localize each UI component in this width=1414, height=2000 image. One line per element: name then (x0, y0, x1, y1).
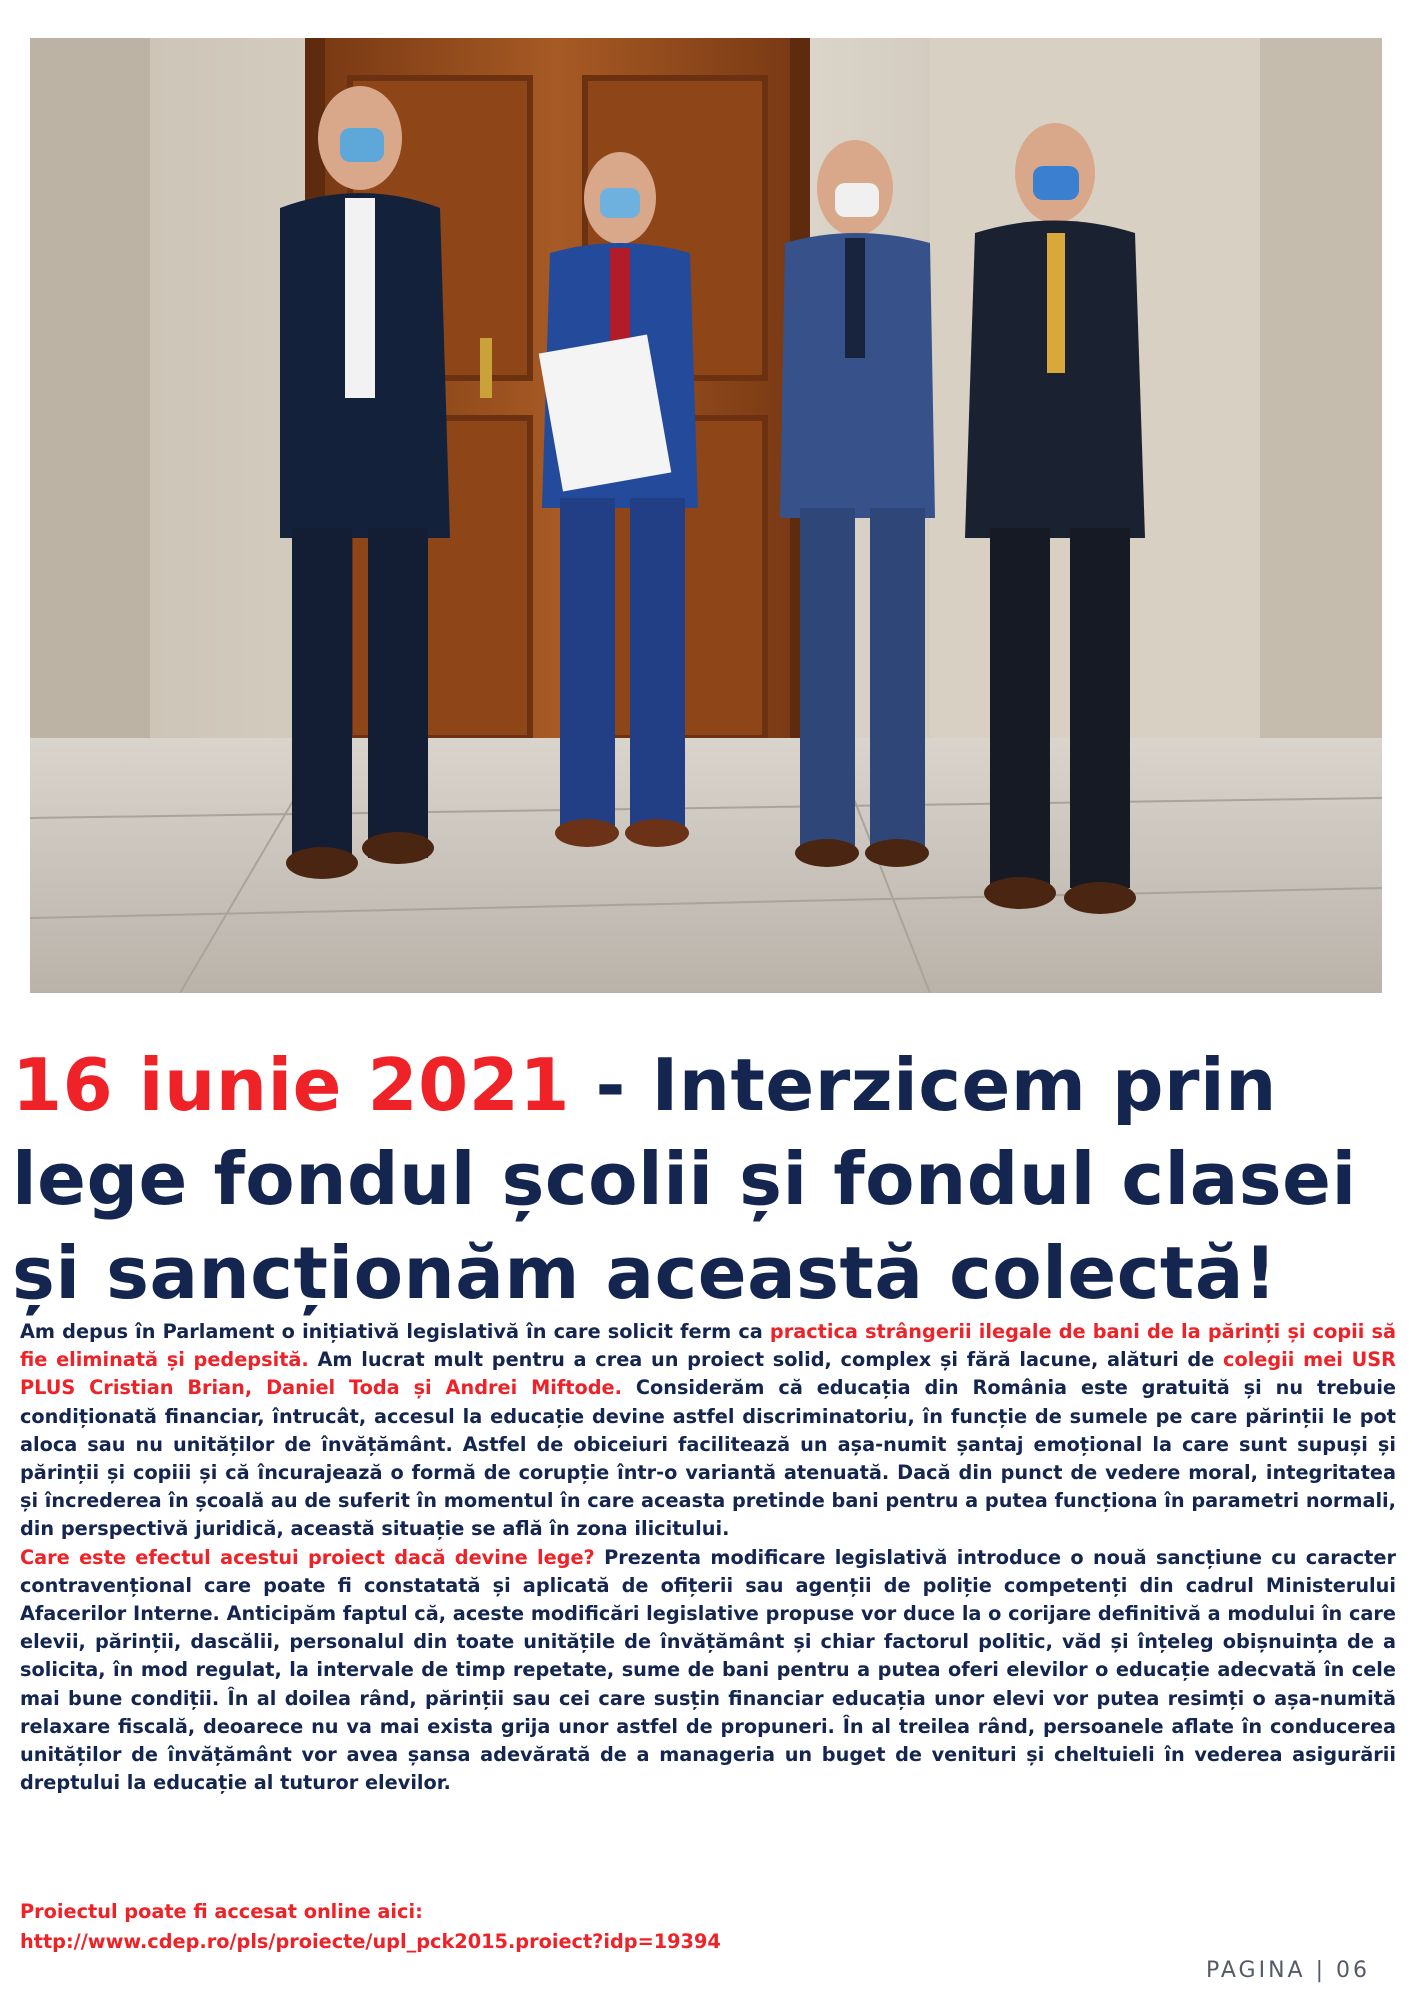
headline-date: 16 iunie 2021 (12, 1043, 570, 1127)
project-link-block (20, 1897, 920, 1957)
headline (12, 1038, 1402, 1320)
group-photo-icon (30, 38, 1382, 993)
headline-title-part1: - Interzicem prin (569, 1043, 1277, 1127)
paragraph-2 (20, 1544, 1396, 1798)
group-photo (30, 38, 1382, 993)
project-link-label: Proiectul poate fi accesat online aici: (20, 1900, 423, 1923)
p1-text-b: Am lucrat mult pentru a crea un proiect solid, complex și fără lacune, alături de (308, 1348, 1224, 1372)
p1-text-a: Am depus în Parlament o inițiativă legislativă în care solicit ferm ca (20, 1320, 770, 1343)
page-number: PAGINA | 06 (1206, 1958, 1370, 1983)
p2-text: Prezenta modificare legislativă introduce o nouă sancțiune cu caracter contravențional care poate fi constatată și aplicată de ofițerii sau agenții de poliție competenți din cadrul Ministerului Afacerilor Interne. Anticipăm faptul că, aceste modificări legislative propuse vor duce la o corijare definitivă a modului în care elevii, părinții, dascălii, personalul din toate unitățile de învățământ și chiar factorul politic, văd și înțeleg obișnuința de a solicita, în mod regulat, la intervale de timp repetate, sume de bani pentru a putea oferi elevilor o educație adecvată în cele mai bune condiții. În al doilea rând, părinții sau cei care susțin financiar educația unor elevi vor putea resimți o așa-numită relaxare fiscală, deoarece nu va mai exista grija unor astfel de propuneri. În al treilea rând, persoanele aflate în conducerea unităților de învățământ vor avea șansa adevărată de a manageria un buget de venituri și cheltuieli în vederea asigurării dreptului la educație al tuturor elevilor. (20, 1545, 1396, 1795)
article-body (20, 1318, 1396, 1797)
p1-highlight-1: practica strângerii ilegale de bani de la părinți și copii să fie eliminată și pedepsită. (20, 1320, 1396, 1372)
headline-title-line2: lege fondul școlii și fondul clasei (12, 1137, 1357, 1221)
p1-highlight-2: colegii mei USR PLUS Cristian Brian, Daniel Toda și Andrei Miftode. (20, 1348, 1396, 1400)
paragraph-1 (20, 1318, 1396, 1544)
p2-question: Care este efectul acestui proiect dacă devine lege? (20, 1545, 595, 1569)
project-link-url[interactable]: http://www.cdep.ro/pls/proiecte/upl_pck2015.proiect?idp=19394 (20, 1930, 721, 1953)
headline-title-line3: și sancționăm această colectă! (12, 1231, 1278, 1315)
p1-text-c: Considerăm că educația din România este gratuită și nu trebuie condiționată financiar, întrucât, accesul la educație devine astfel discriminatoriu, în funcție de sumele pe care părinții le pot aloca sau nu unităților de învățământ. Astfel de obiceiuri facilitează un așa-numit șantaj emoțional la care sunt supuși și părinții și copiii și că încurajează o formă de corupție într-o variantă atenuată. Dacă din punct de vedere moral, integritatea și încrederea în școală au de suferit în momentul în care aceasta pretinde bani pentru a putea funcționa în parametri normali, din perspectivă juridică, această situație se află în zona ilicitului. (20, 1376, 1397, 1541)
